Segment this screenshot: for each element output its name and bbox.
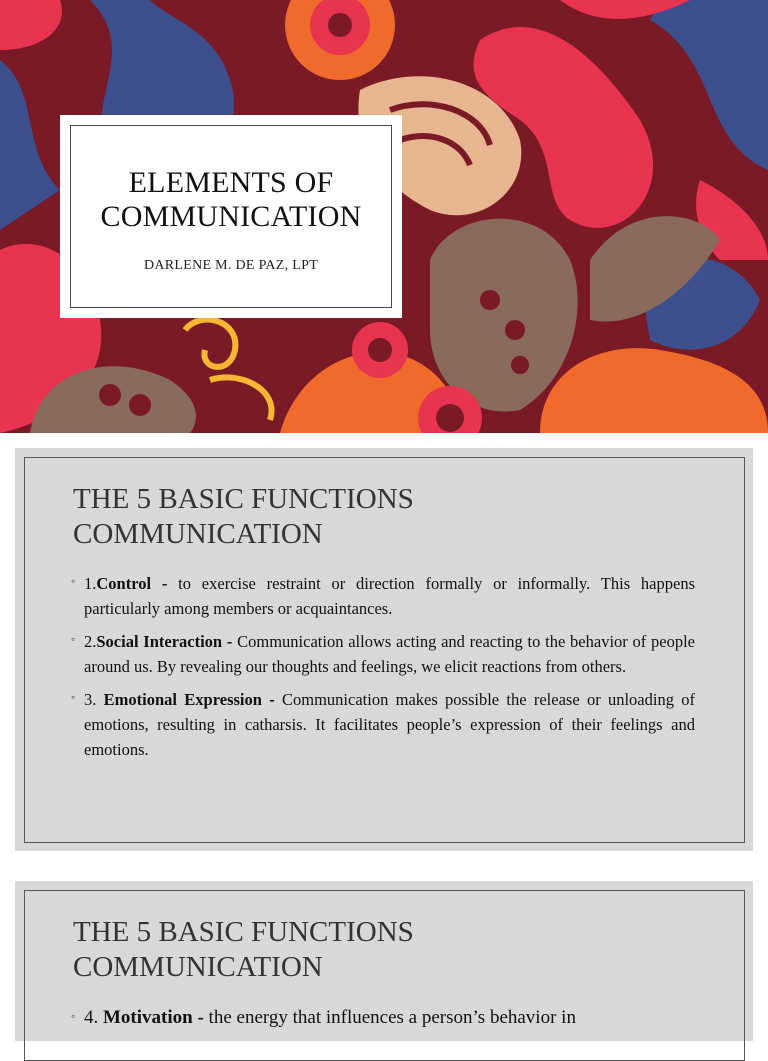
bullet-icon: ◦ [71, 690, 76, 704]
slide-functions-2 [15, 881, 753, 1041]
slide-title-line-1: THE 5 BASIC FUNCTIONS [73, 483, 414, 515]
item-text: Communication makes possible the release or unloading of emotions, resulting in catharsis. It facilitates people’s expression of their feelings and emotions. [84, 690, 695, 759]
item-dash: - [261, 690, 275, 709]
slide-title-line-1: THE 5 BASIC FUNCTIONS [73, 916, 414, 948]
item-term: Social Interaction [96, 632, 223, 651]
function-list [71, 1005, 695, 1039]
title-card-border [70, 125, 392, 308]
presentation-title [71, 166, 391, 234]
slide-functions-1 [15, 448, 753, 851]
slide-title-line-2: COMMUNICATION [73, 951, 323, 983]
item-number: 4. [84, 1007, 103, 1028]
item-number: 1. [84, 574, 97, 593]
bullet-icon: ◦ [71, 632, 76, 646]
slide-title [73, 482, 493, 552]
title-card [60, 115, 402, 318]
list-item [71, 687, 695, 762]
item-number: 3. [84, 690, 104, 709]
slide-title-line-2: COMMUNICATION [73, 518, 323, 550]
item-number: 2. [84, 632, 97, 651]
title-slide [0, 0, 768, 433]
list-item [71, 571, 695, 621]
list-item [71, 1005, 695, 1031]
title-line-2: COMMUNICATION [100, 200, 362, 233]
item-term: Control [96, 574, 152, 593]
item-dash: - [222, 632, 233, 651]
list-item [71, 629, 695, 679]
bullet-icon: ◦ [71, 574, 76, 588]
item-text: Communication allows acting and reacting to the behavior of people around us. By revealing our thoughts and feelings, we elicit reactions from others. [84, 632, 695, 676]
title-line-1: ELEMENTS OF [128, 166, 334, 199]
slide-title [73, 915, 493, 985]
item-text: the energy that influences a person’s behavior in [203, 1007, 576, 1028]
bullet-icon: ◦ [71, 1009, 76, 1023]
item-term: Motivation [103, 1007, 193, 1028]
item-dash: - [192, 1007, 204, 1028]
item-text: to exercise restraint or direction formally or informally. This happens particularly among members or acquaintances. [84, 574, 695, 618]
item-term: Emotional Expression [103, 690, 262, 709]
item-dash: - [151, 574, 168, 593]
function-list [71, 571, 695, 770]
author-name: DARLENE M. DE PAZ, LPT [143, 258, 319, 273]
